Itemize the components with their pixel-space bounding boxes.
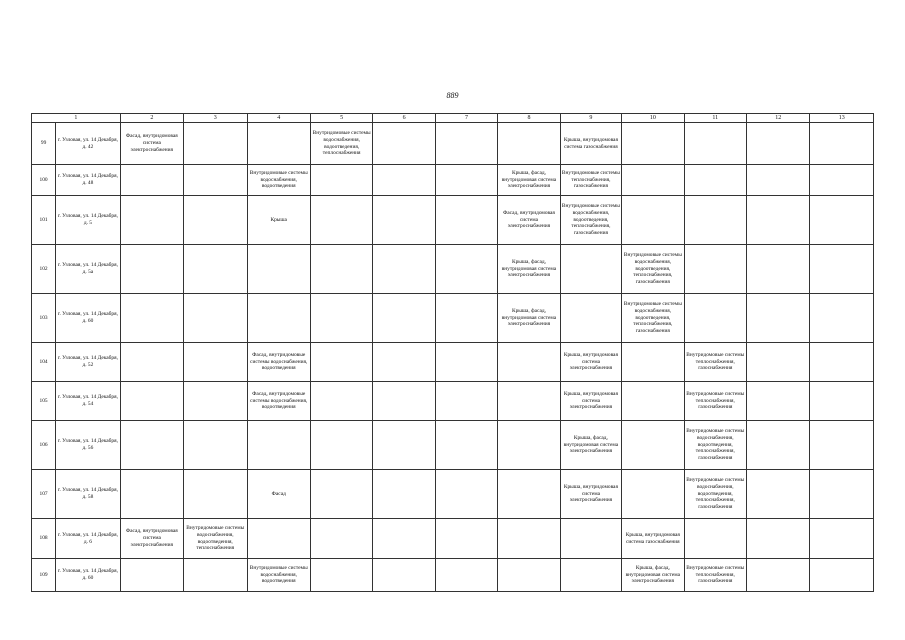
work-cell xyxy=(247,519,310,559)
work-cell xyxy=(560,559,621,592)
work-cell xyxy=(810,123,874,165)
work-cell xyxy=(810,382,874,421)
work-cell xyxy=(184,382,247,421)
work-cell xyxy=(498,245,560,294)
work-cell xyxy=(373,559,435,592)
work-cell xyxy=(747,123,810,165)
cell-text: г. Узловая, ул. 14 Декабря, д. 60 xyxy=(57,311,118,324)
work-cell xyxy=(622,294,684,343)
work-cell xyxy=(622,470,684,519)
work-cell xyxy=(120,123,183,165)
cell-text: Внутридомовые системы водоснабжения, водоотведения, теплоснабжения, газоснабжения xyxy=(623,301,682,335)
column-header: 5 xyxy=(310,114,372,123)
work-cell xyxy=(373,470,435,519)
row-number-cell xyxy=(32,559,56,592)
cell-text: Внутридомовые системы водоснабжения, водоотведения, теплоснабжения, газоснабжения xyxy=(561,203,620,237)
work-cell xyxy=(810,519,874,559)
work-cell xyxy=(373,196,435,245)
work-cell xyxy=(435,470,497,519)
row-number-cell xyxy=(32,196,56,245)
work-cell xyxy=(810,165,874,196)
work-cell xyxy=(810,559,874,592)
work-cell xyxy=(560,470,621,519)
work-cell xyxy=(498,196,560,245)
work-cell xyxy=(435,123,497,165)
column-header: 13 xyxy=(810,114,874,123)
work-cell xyxy=(747,165,810,196)
cell-text: Фасад, внутридомовая система электроснабжения xyxy=(503,209,555,230)
work-cell xyxy=(435,382,497,421)
work-cell xyxy=(684,470,746,519)
work-cell xyxy=(435,421,497,470)
cell-text: 107 xyxy=(39,490,48,497)
cell-text: Внутридомовые системы водоснабжения, водоотведения, теплоснабжения, газоснабжения xyxy=(623,252,682,286)
cell-text: г. Узловая, ул. 14 Декабря, д. 48 xyxy=(57,173,118,186)
work-cell xyxy=(247,559,310,592)
work-cell xyxy=(310,470,372,519)
column-header: 2 xyxy=(120,114,183,123)
work-cell xyxy=(435,165,497,196)
work-cell xyxy=(435,559,497,592)
column-header: 7 xyxy=(435,114,497,123)
table-row xyxy=(32,343,874,382)
cell-text: Внутридомовые системы водоснабжения, водоотведения, теплоснабжения xyxy=(312,129,371,157)
work-cell xyxy=(247,165,310,196)
cell-text: Крыша, внутридомовая система электроснабжения xyxy=(563,483,618,504)
work-cell xyxy=(184,294,247,343)
cell-text: г. Узловая, ул. 14 Декабря, д. 54 xyxy=(57,394,118,407)
work-cell xyxy=(810,196,874,245)
work-cell xyxy=(684,165,746,196)
column-header: 4 xyxy=(247,114,310,123)
cell-text: Крыша, внутридомовая система газоснабжения xyxy=(563,136,618,150)
work-cell xyxy=(373,165,435,196)
row-number-cell xyxy=(32,421,56,470)
work-cell xyxy=(498,559,560,592)
work-cell xyxy=(184,123,247,165)
work-cell xyxy=(498,343,560,382)
cell-text: Крыша, внутридомовая система электроснабжения xyxy=(563,351,618,372)
address-cell xyxy=(56,245,120,294)
work-cell xyxy=(622,519,684,559)
work-cell xyxy=(622,343,684,382)
work-cell xyxy=(373,123,435,165)
work-cell xyxy=(747,245,810,294)
work-cell xyxy=(247,421,310,470)
cell-text: Внутридомовые системы теплоснабжения, газоснабжения xyxy=(561,169,620,190)
cell-text: 109 xyxy=(39,571,48,578)
cell-text: Внутридомовые системы теплоснабжения, газоснабжения xyxy=(686,564,745,585)
work-cell xyxy=(684,382,746,421)
work-cell xyxy=(498,382,560,421)
cell-text: Внутридомовые системы теплоснабжения, газоснабжения xyxy=(686,351,745,372)
work-cell xyxy=(622,123,684,165)
work-cell xyxy=(310,245,372,294)
address-cell xyxy=(56,382,120,421)
work-cell xyxy=(747,196,810,245)
work-cell xyxy=(120,245,183,294)
cell-text: г. Узловая, ул. 14 Декабря, д. 60 xyxy=(57,568,118,581)
work-cell xyxy=(560,382,621,421)
work-cell xyxy=(247,123,310,165)
cell-text: Внутридомовые системы теплоснабжения, газоснабжения xyxy=(686,390,745,411)
work-cell xyxy=(498,123,560,165)
address-cell xyxy=(56,123,120,165)
column-header: 12 xyxy=(747,114,810,123)
work-cell xyxy=(184,421,247,470)
work-cell xyxy=(310,559,372,592)
work-cell xyxy=(184,165,247,196)
row-number-cell xyxy=(32,519,56,559)
cell-text: Крыша, фасад, внутридомовая система электроснабжения xyxy=(625,564,681,585)
column-header: 6 xyxy=(373,114,435,123)
work-cell xyxy=(120,196,183,245)
cell-text: г. Узловая, ул. 14 Декабря, д. 42 xyxy=(57,136,118,150)
work-cell xyxy=(622,196,684,245)
work-cell xyxy=(310,196,372,245)
cell-text: Крыша, внутридомовая система электроснабжения xyxy=(563,390,618,411)
column-header: 11 xyxy=(684,114,746,123)
cell-text: Фасад, внутридомовые системы водоснабжения, водоотведения xyxy=(250,390,308,411)
cell-text: Крыша, фасад, внутридомовая система электроснабжения xyxy=(501,307,557,328)
work-cell xyxy=(498,294,560,343)
work-cell xyxy=(498,519,560,559)
column-header: 1 xyxy=(32,114,121,123)
header-row xyxy=(32,114,874,123)
address-cell xyxy=(56,421,120,470)
cell-text: Крыша, фасад, внутридомовая система электроснабжения xyxy=(501,169,557,190)
cell-text: Крыша, фасад, внутридомовая система электроснабжения xyxy=(563,434,619,455)
row-number-cell xyxy=(32,245,56,294)
work-cell xyxy=(310,519,372,559)
work-cell xyxy=(435,294,497,343)
work-cell xyxy=(810,470,874,519)
cell-text: Внутридомовые системы водоснабжения, водоотведения xyxy=(249,564,308,585)
cell-text: 108 xyxy=(39,535,48,542)
work-cell xyxy=(247,382,310,421)
address-cell xyxy=(56,165,120,196)
work-cell xyxy=(560,421,621,470)
cell-text: 100 xyxy=(39,176,48,183)
work-cell xyxy=(435,196,497,245)
work-cell xyxy=(747,470,810,519)
table-row xyxy=(32,165,874,196)
work-cell xyxy=(747,294,810,343)
table-row xyxy=(32,245,874,294)
work-cell xyxy=(373,294,435,343)
cell-text: Фасад, внутридомовая система электроснабжения xyxy=(125,528,178,548)
work-cell xyxy=(684,559,746,592)
work-cell xyxy=(810,245,874,294)
row-number-cell xyxy=(32,123,56,165)
row-number-cell xyxy=(32,470,56,519)
cell-text: Внутридомовые системы водоснабжения, водоотведения, теплоснабжения, газоснабжения xyxy=(686,428,745,462)
work-cell xyxy=(373,343,435,382)
address-cell xyxy=(56,559,120,592)
work-cell xyxy=(498,470,560,519)
work-cell xyxy=(684,294,746,343)
work-cell xyxy=(747,559,810,592)
work-cell xyxy=(120,294,183,343)
table-row xyxy=(32,123,874,165)
work-cell xyxy=(184,559,247,592)
work-cell xyxy=(747,519,810,559)
cell-text: Крыша, внутридомовая система газоснабжения xyxy=(625,531,680,545)
work-cell xyxy=(560,165,621,196)
work-cell xyxy=(560,519,621,559)
cell-text: г. Узловая, ул. 14 Декабря, д. 5 xyxy=(57,213,118,226)
work-cell xyxy=(310,165,372,196)
cell-text: 99 xyxy=(40,140,47,147)
work-cell xyxy=(184,245,247,294)
work-cell xyxy=(184,470,247,519)
cell-text: Фасад, внутридомовые системы водоснабжения, водоотведения xyxy=(250,351,308,372)
table-row xyxy=(32,294,874,343)
work-cell xyxy=(435,519,497,559)
work-cell xyxy=(310,382,372,421)
cell-text: г. Узловая, ул. 14 Декабря, д. 52 xyxy=(57,355,118,368)
work-cell xyxy=(120,559,183,592)
work-cell xyxy=(373,382,435,421)
work-cell xyxy=(622,559,684,592)
address-cell xyxy=(56,470,120,519)
address-cell xyxy=(56,519,120,559)
work-cell xyxy=(310,421,372,470)
work-cell xyxy=(247,470,310,519)
cell-text: Внутридомовые системы водоснабжения, водоотведения xyxy=(249,169,308,190)
cell-text: г. Узловая, ул. 14 Декабря, д. 58 xyxy=(57,487,118,500)
work-cell xyxy=(560,196,621,245)
work-cell xyxy=(622,421,684,470)
work-cell xyxy=(247,245,310,294)
work-cell xyxy=(684,245,746,294)
work-cell xyxy=(373,519,435,559)
row-number-cell xyxy=(32,382,56,421)
work-cell xyxy=(747,343,810,382)
cell-text: 104 xyxy=(39,358,48,365)
work-cell xyxy=(373,421,435,470)
work-cell xyxy=(560,294,621,343)
work-cell xyxy=(747,421,810,470)
table-row xyxy=(32,196,874,245)
work-cell xyxy=(247,343,310,382)
work-cell xyxy=(622,245,684,294)
cell-text: 105 xyxy=(39,397,48,404)
work-cell xyxy=(622,165,684,196)
work-cell xyxy=(684,421,746,470)
work-cell xyxy=(120,165,183,196)
cell-text: г. Узловая, ул. 14 Декабря, д. 5а xyxy=(57,262,118,275)
cell-text: 101 xyxy=(39,216,48,223)
work-cell xyxy=(560,123,621,165)
page-number: 889 xyxy=(446,91,459,100)
table-row xyxy=(32,519,874,559)
work-cell xyxy=(184,343,247,382)
work-cell xyxy=(310,343,372,382)
cell-text: г. Узловая, ул. 14 Декабря, д. 56 xyxy=(57,438,118,451)
row-number-cell xyxy=(32,294,56,343)
column-header: 9 xyxy=(560,114,621,123)
work-cell xyxy=(498,165,560,196)
table-row xyxy=(32,421,874,470)
column-header: 8 xyxy=(498,114,560,123)
work-cell xyxy=(560,245,621,294)
cell-text: Внутридомовые системы водоснабжения, водоотведения, теплоснабжения xyxy=(186,524,245,552)
work-cell xyxy=(810,343,874,382)
cell-text: Крыша xyxy=(270,216,287,223)
address-cell xyxy=(56,294,120,343)
work-cell xyxy=(498,421,560,470)
row-number-cell xyxy=(32,165,56,196)
cell-text: 102 xyxy=(39,265,48,272)
work-cell xyxy=(310,123,372,165)
work-cell xyxy=(810,294,874,343)
cell-text: 106 xyxy=(39,441,48,448)
work-cell xyxy=(120,421,183,470)
cell-text: Крыша, фасад, внутридомовая система электроснабжения xyxy=(501,258,557,279)
work-cell xyxy=(247,196,310,245)
work-cell xyxy=(184,196,247,245)
work-cell xyxy=(684,519,746,559)
cell-text: Внутридомовые системы водоснабжения, водоотведения, теплоснабжения, газоснабжения xyxy=(686,477,745,511)
work-cell xyxy=(435,245,497,294)
work-cell xyxy=(684,343,746,382)
table-body xyxy=(32,123,874,592)
repair-schedule-table xyxy=(31,113,874,592)
column-header: 10 xyxy=(622,114,684,123)
cell-text: г. Узловая, ул. 14 Декабря, д. 6 xyxy=(57,531,118,545)
row-number-cell xyxy=(32,343,56,382)
work-cell xyxy=(120,382,183,421)
table-row xyxy=(32,470,874,519)
work-cell xyxy=(684,123,746,165)
cell-text: Фасад, внутридомовая система электроснабжения xyxy=(125,133,178,153)
table-row xyxy=(32,559,874,592)
address-cell xyxy=(56,196,120,245)
work-cell xyxy=(747,382,810,421)
work-cell xyxy=(622,382,684,421)
work-cell xyxy=(435,343,497,382)
work-cell xyxy=(184,519,247,559)
address-cell xyxy=(56,343,120,382)
work-cell xyxy=(120,519,183,559)
work-cell xyxy=(560,343,621,382)
work-cell xyxy=(247,294,310,343)
column-header: 3 xyxy=(184,114,247,123)
work-cell xyxy=(684,196,746,245)
work-cell xyxy=(373,245,435,294)
work-cell xyxy=(120,470,183,519)
work-cell xyxy=(810,421,874,470)
table-row xyxy=(32,382,874,421)
cell-text: Фасад xyxy=(271,490,286,497)
work-cell xyxy=(310,294,372,343)
work-cell xyxy=(120,343,183,382)
cell-text: 103 xyxy=(39,314,48,321)
